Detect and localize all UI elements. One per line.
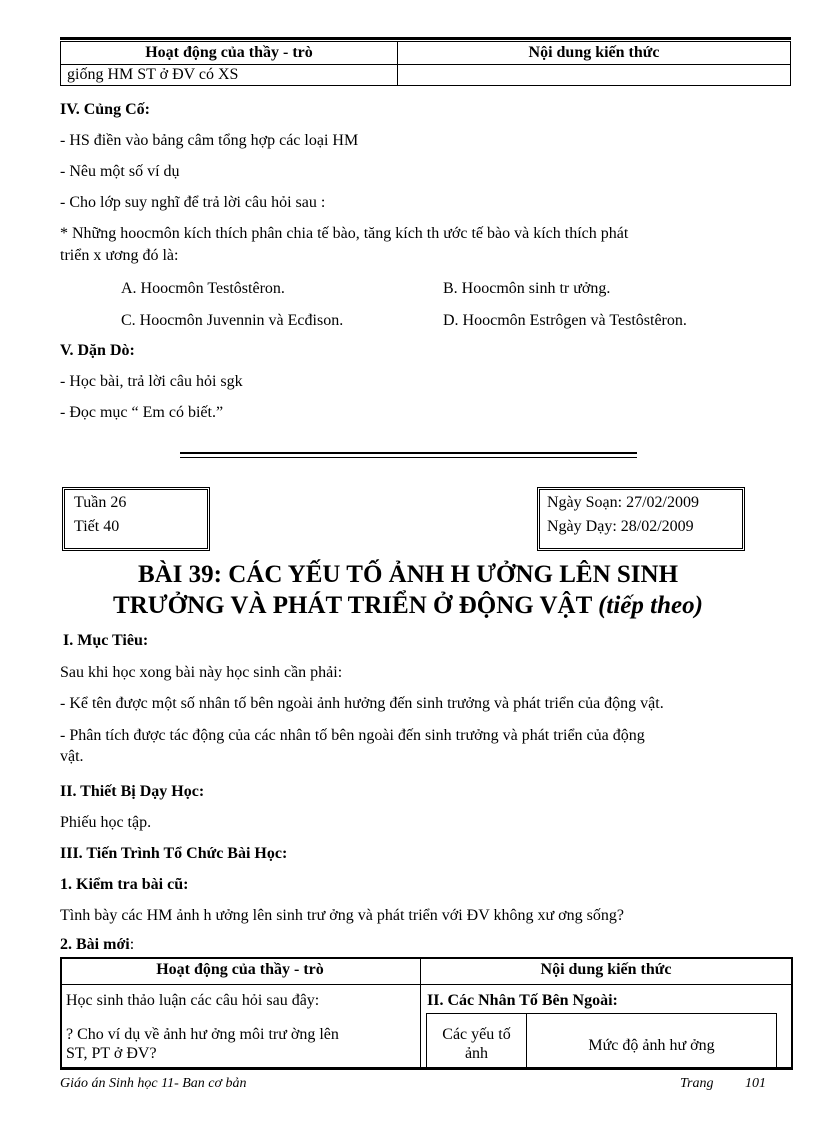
footer-page-number: 101 — [745, 1076, 766, 1091]
cungco-heading: IV. Củng Cố: — [60, 101, 150, 118]
baimoi-heading — [60, 936, 134, 954]
impact-col-header: Mức độ ảnh hư ởng — [588, 1037, 715, 1054]
muctieu-heading: I. Mục Tiêu: — [63, 632, 149, 649]
lesson-title-line1: BÀI 39: CÁC YẾU TỐ ẢNH H ƯỞNG LÊN SINH — [137, 561, 679, 588]
top-rule — [60, 37, 791, 40]
lesson-title-line2-text: TRƯỞNG VÀ PHÁT TRIỂN Ở ĐỘNG VẬT — [113, 592, 592, 619]
prepare-date: Ngày Soạn: 27/02/2009 — [547, 494, 699, 511]
cungco-item: - HS điền vào bảng câm tổng hợp các loại HM — [60, 132, 359, 149]
section-separator-top — [180, 452, 637, 454]
option-b: B. Hoocmôn sinh tr ưởng. — [443, 280, 611, 297]
footer-page-label: Trang — [680, 1076, 714, 1091]
cungco-item: - Nêu một số ví dụ — [60, 163, 180, 180]
lesson-title-line2 — [0, 592, 816, 620]
example-question-line: ? Cho ví dụ về ảnh hư ởng môi trư ờng lên — [66, 1026, 339, 1043]
option-c: C. Hoocmôn Juvennin và Ecđison. — [121, 312, 344, 329]
muctieu-intro: Sau khi học xong bài này học sinh cần phải: — [60, 664, 343, 681]
tientrinh-heading: III. Tiến Trình Tổ Chức Bài Học: — [60, 845, 288, 862]
factor-col-header: ảnh — [464, 1045, 489, 1062]
cungco-item: - Cho lớp suy nghĩ để trả lời câu hỏi sau : — [60, 194, 326, 211]
example-question-line: ST, PT ở ĐV? — [66, 1045, 157, 1062]
footer-title: Giáo án Sinh học 11- Ban cơ bản — [60, 1076, 247, 1091]
option-a: A. Hoocmôn Testôstêron. — [121, 280, 285, 297]
lesson-period-label: Tiết 40 — [74, 518, 120, 535]
bottom-table-header-activity: Hoạt động của thầy - trò — [156, 961, 324, 978]
question-line: * Những hoocmôn kích thích phân chia tế bào, tăng kích th ước tế bào và kích thích phát — [60, 225, 629, 242]
dando-item: - Đọc mục “ Em có biết.” — [60, 404, 224, 421]
option-d: D. Hoocmôn Estrôgen và Testôstêron. — [443, 312, 687, 329]
teach-date: Ngày Dạy: 28/02/2009 — [547, 518, 694, 535]
baimoi-colon: : — [129, 936, 135, 953]
baimoi-heading-text: 2. Bài mới — [60, 936, 130, 953]
factor-col-header: Các yếu tố — [442, 1026, 511, 1043]
dando-item: - Học bài, trả lời câu hỏi sgk — [60, 373, 243, 390]
bottom-table — [60, 957, 791, 1069]
top-table — [60, 41, 791, 86]
kiemtra-heading: 1. Kiểm tra bài cũ: — [60, 876, 189, 893]
section-separator-bottom — [180, 457, 637, 458]
muctieu-item: - Kể tên được một số nhân tố bên ngoài ảnh hưởng đến sinh trưởng và phát triển của động vật. — [60, 695, 664, 712]
muctieu-item: - Phân tích được tác động của các nhân tố bên ngoài đến sinh trưởng và phát triển của động — [60, 727, 645, 744]
lesson-title-suffix: (tiếp theo) — [598, 592, 703, 619]
kiemtra-question: Tình bày các HM ảnh h ưởng lên sinh trư ởng và phát triển với ĐV không xư ơng sống? — [60, 907, 624, 924]
external-factors-heading: II. Các Nhân Tố Bên Ngoài: — [427, 992, 618, 1009]
dando-heading: V. Dặn Dò: — [60, 342, 135, 359]
top-table-cell-empty — [398, 65, 791, 86]
top-table-header-content: Nội dung kiến thức — [398, 42, 791, 65]
muctieu-item: vật. — [60, 748, 84, 765]
thietbi-text: Phiếu học tập. — [60, 814, 152, 831]
question-line: triển x ương đó là: — [60, 247, 179, 264]
bottom-table-header-content: Nội dung kiến thức — [540, 961, 672, 978]
top-table-cell: giống HM ST ở ĐV có XS — [61, 65, 398, 86]
discussion-prompt: Học sinh thảo luận các câu hỏi sau đây: — [66, 992, 320, 1009]
thietbi-heading: II. Thiết Bị Dạy Học: — [60, 783, 205, 800]
week-label: Tuần 26 — [74, 494, 127, 511]
top-table-header-activity: Hoạt động của thầy - trò — [61, 42, 398, 65]
